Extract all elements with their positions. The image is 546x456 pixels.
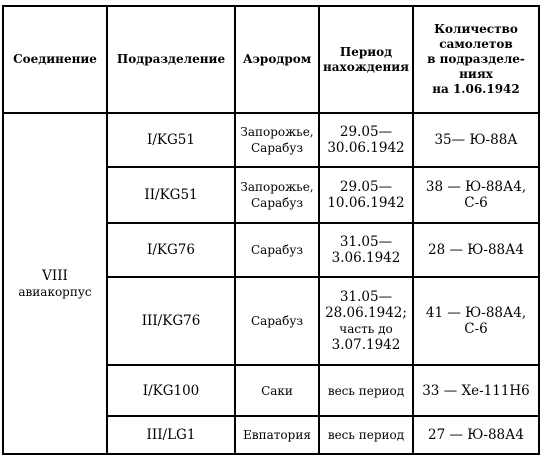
aircraft-cell: 38 — Ю-88А4, С-6 [413,167,539,223]
airfield-cell: Запорожье, Сарабуз [235,113,319,167]
aircraft-cell: 35— Ю-88А [413,113,539,167]
aircraft-cell: 27 — Ю-88А4 [413,416,539,454]
header-formation: Соединение [3,6,107,113]
period-cell: 31.05— 3.06.1942 [319,223,413,277]
header-row [3,6,539,113]
formation-cell: VIII авиакорпус [3,113,107,454]
table-wrapper [2,5,540,455]
aircraft-cell: 28 — Ю-88А4 [413,223,539,277]
header-period: Период нахождения [319,6,413,113]
period-cell: весь период [319,416,413,454]
header-airfield: Аэродром [235,6,319,113]
airfield-cell: Сарабуз [235,277,319,365]
period-cell: весь период [319,365,413,416]
period-cell: 29.05— 10.06.1942 [319,167,413,223]
airfield-cell: Евпатория [235,416,319,454]
unit-cell: III/KG76 [107,277,235,365]
unit-cell: I/KG51 [107,113,235,167]
airfield-cell: Сарабуз [235,223,319,277]
airfield-cell: Запорожье, Сарабуз [235,167,319,223]
header-aircraft: Количество самолетов в подразделе- ниях на 1.06.1942 [413,6,539,113]
header-unit: Подразделение [107,6,235,113]
unit-cell: I/KG100 [107,365,235,416]
aviation-units-table [2,5,540,455]
airfield-cell: Саки [235,365,319,416]
aircraft-cell: 33 — Хе-111Н6 [413,365,539,416]
table-row [3,113,539,167]
unit-cell: III/LG1 [107,416,235,454]
unit-cell: II/KG51 [107,167,235,223]
period-cell: 29.05— 30.06.1942 [319,113,413,167]
unit-cell: I/KG76 [107,223,235,277]
period-cell: 31.05— 28.06.1942; часть до 3.07.1942 [319,277,413,365]
aircraft-cell: 41 — Ю-88А4, С-6 [413,277,539,365]
